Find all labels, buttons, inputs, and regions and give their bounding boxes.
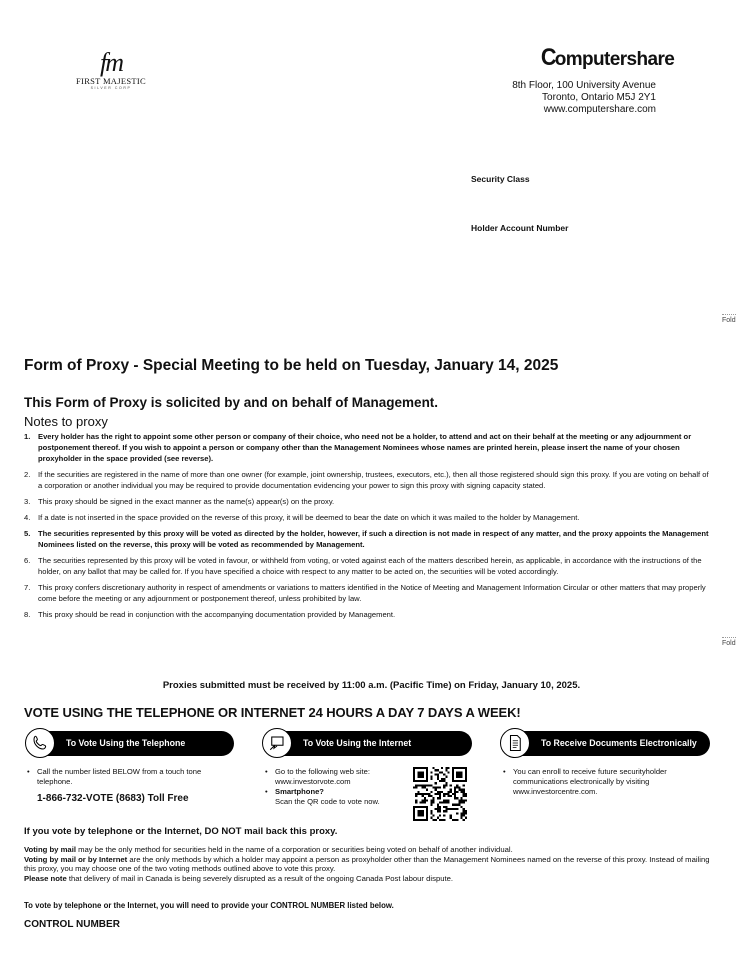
note-text: Every holder has the right to appoint some other person or company of their choice, who need not be a holder, to attend and act on their behalf at the meeting or any adjournment or postponement thereof. If you wish to appoint a person or company other than the Management Nominees whose names are printed herein, please insert the name of your chosen proxyholder in the space provided (see reverse). [38, 432, 692, 463]
note-item [24, 609, 710, 620]
computershare-logo [540, 44, 674, 72]
cs-logo-letter: C [540, 44, 556, 71]
first-majestic-logo [74, 50, 148, 90]
internet-pill-label: To Vote Using the Internet [303, 738, 412, 748]
note-num: 5. [24, 529, 31, 538]
proxies-deadline: Proxies submitted must be received by 11:00 a.m. (Pacific Time) on Friday, January 10, 2025. [162, 680, 581, 691]
document-icon [500, 728, 530, 758]
note-num: 8. [24, 610, 31, 619]
note-text: This proxy should be signed in the exact manner as the name(s) appear(s) on the proxy. [38, 497, 335, 506]
notes-list [24, 431, 710, 625]
notes-heading: Notes to proxy [24, 414, 108, 429]
internet-url[interactable]: www.investorvote.com [275, 777, 351, 786]
note-text: This proxy should be read in conjunction with the accompanying documentation provided by Management. [38, 610, 396, 619]
note-text: The securities represented by this proxy will be voted in favour, or withheld from voting, or voted against each of the matters described herein, as applicable, in accordance with the instructions of the holder, on any ballot that may be called for. If you have specified a choice with respect to any matter to be acted on, the securities will be voted accordingly. [38, 556, 702, 576]
address-line-1: 8th Floor, 100 University Avenue [512, 80, 656, 91]
para1-bold: Voting by mail [24, 845, 76, 854]
internet-text1: Go to the following web site: [275, 767, 370, 776]
telephone-number: 1-866-732-VOTE (8683) Toll Free [37, 793, 189, 804]
electronic-pill-label: To Receive Documents Electronically [541, 738, 697, 748]
bullet-icon: • [265, 787, 268, 796]
mail-warning: If you vote by telephone or the Internet, DO NOT mail back this proxy. [24, 826, 338, 837]
para3-text: that delivery of mail in Canada is being severely disrupted as a result of the ongoing Canada Post labour dispute. [66, 873, 454, 883]
fold-line-bottom [722, 637, 736, 638]
form-subtitle: This Form of Proxy is solicited by and on behalf of Management. [24, 395, 439, 410]
electronic-instructions [503, 767, 708, 797]
note-item [24, 528, 710, 550]
internet-text2: Scan the QR code to vote now. [275, 797, 380, 806]
vote-heading: VOTE USING THE TELEPHONE OR INTERNET 24 HOURS A DAY 7 DAYS A WEEK! [24, 705, 521, 720]
note-item [24, 469, 710, 491]
note-item [24, 496, 710, 507]
note-item [24, 431, 710, 464]
control-number-intro: To vote by telephone or the Internet, you will need to provide your CONTROL NUMBER listed below. [24, 901, 394, 910]
note-num: 6. [24, 556, 31, 565]
para3-bold: Please note [24, 873, 67, 883]
fold-label-bottom: Fold [722, 640, 736, 647]
electronic-url[interactable]: www.investorcentre.com. [513, 787, 598, 796]
smartphone-label: Smartphone? [275, 787, 324, 796]
telephone-icon [25, 728, 55, 758]
note-text: The securities represented by this proxy will be voted as directed by the holder, however, if such a direction is not made in respect of any matter, and the proxy appoints the Management Nominees listed on the reverse, this proxy will be voted as recommended by Management. [38, 529, 709, 549]
para1-text: may be the only method for securities held in the name of a corporation or securities being voted on behalf of another individual. [75, 845, 513, 854]
note-text: If the securities are registered in the name of more than one owner (for example, joint ownership, trustees, executors, etc.), then all those registered should sign this proxy. If you are voting on behalf of a corporation or another individual you may be required to provide documentation evidencing your power to sign this proxy with signing capacity stated. [38, 470, 709, 490]
note-num: 4. [24, 513, 31, 522]
internet-instructions [265, 767, 405, 807]
telephone-instructions [27, 767, 227, 787]
note-item [24, 512, 710, 523]
note-text: If a date is not inserted in the space provided on the reverse of this proxy, it will be deemed to bear the date on which it was mailed to the holder by Management. [38, 513, 580, 522]
security-class-label: Security Class [471, 174, 530, 184]
fold-label-top: Fold [722, 317, 736, 324]
voting-info-paragraph [24, 845, 714, 883]
holder-account-label: Holder Account Number [471, 223, 569, 233]
note-num: 3. [24, 497, 31, 506]
form-title: Form of Proxy - Special Meeting to be held on Tuesday, January 14, 2025 [24, 357, 559, 374]
electronic-text: You can enroll to receive future securityholder communications electronically by visiting [513, 767, 667, 786]
fm-monogram: fm [100, 48, 122, 77]
telephone-pill-label: To Vote Using the Telephone [66, 738, 186, 748]
para2-bold: Voting by mail or by Internet [24, 854, 128, 864]
para2-text: are the only methods by which a holder may appoint a person as proxyholder other than the Management Nominees named on the reverse of this proxy. Instead of mailing this proxy, you may choose one of the two voting methods outlined above to vote this proxy. [24, 854, 710, 874]
note-item [24, 582, 710, 604]
internet-pill [263, 731, 472, 756]
cs-logo-rest: omputershare [554, 49, 675, 70]
address-line-2: Toronto, Ontario M5J 2Y1 [542, 92, 656, 103]
note-num: 7. [24, 583, 31, 592]
telephone-pill [26, 731, 234, 756]
telephone-text: Call the number listed BELOW from a touch tone telephone. [37, 767, 202, 786]
control-number-label: CONTROL NUMBER [24, 919, 120, 930]
electronic-pill [501, 731, 710, 756]
bullet-icon: • [27, 767, 30, 776]
bullet-icon: • [265, 767, 268, 776]
note-num: 1. [24, 432, 31, 441]
note-text: This proxy confers discretionary authority in respect of amendments or variations to matters identified in the Notice of Meeting and Management Information Circular or other matters that may properly come before the meeting or any adjournment or postponement thereof, unless prohibited by law. [38, 583, 706, 603]
fold-line-top [722, 314, 736, 315]
address-line-3: www.computershare.com [543, 104, 656, 115]
fm-company-sub: SILVER CORP [90, 86, 132, 90]
computershare-address [480, 80, 656, 116]
qr-code-icon[interactable] [413, 767, 467, 821]
bullet-icon: • [503, 767, 506, 776]
note-num: 2. [24, 470, 31, 479]
note-item [24, 555, 710, 577]
computer-cursor-icon [262, 728, 292, 758]
fm-company-name: FIRST MAJESTIC [76, 76, 146, 86]
